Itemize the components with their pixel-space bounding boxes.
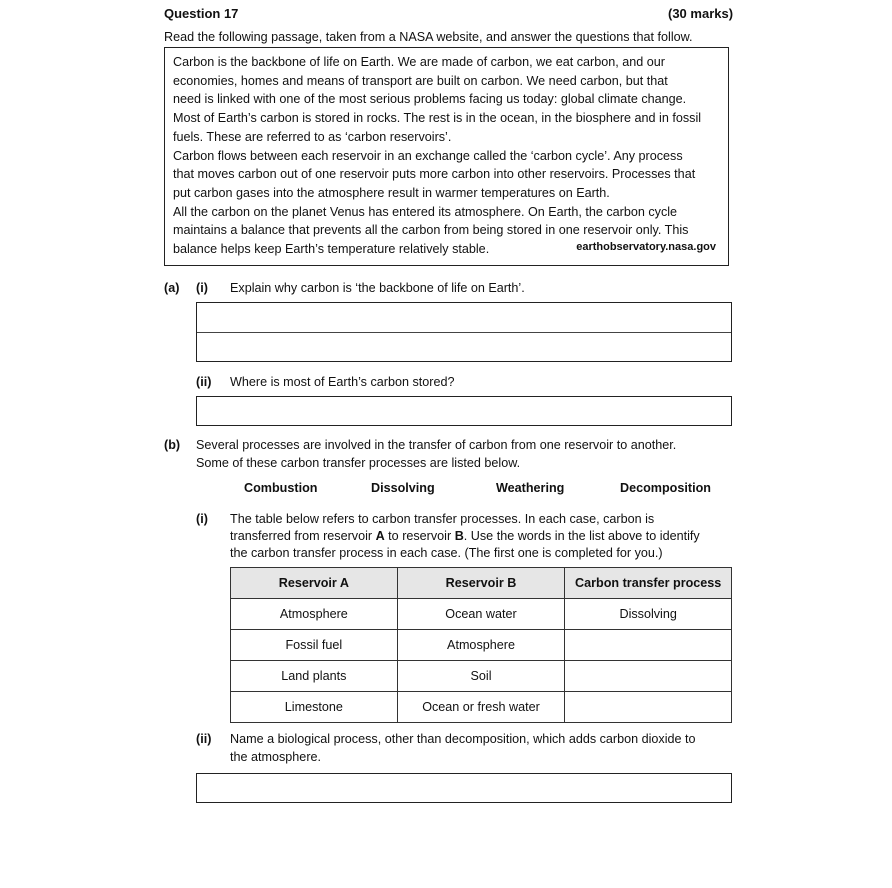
table-header: Reservoir B [397, 568, 565, 599]
passage-line: Most of Earth’s carbon is stored in rocks. The rest is in the ocean, in the biosphere and in fossil [173, 111, 702, 126]
table-cell: Ocean water [397, 599, 565, 630]
part-b-i-line: The table below refers to carbon transfer processes. In each case, carbon is [230, 512, 655, 526]
part-b-ii-line: the atmosphere. [230, 750, 322, 764]
reservoir-a-bold: A [375, 529, 385, 543]
passage-line: that moves carbon out of one reservoir puts more carbon into other reservoirs. Processes that [173, 167, 696, 182]
table-cell: Soil [397, 661, 565, 692]
passage-box [164, 47, 729, 266]
text-fragment: transferred from reservoir [230, 529, 376, 543]
process-word-weathering: Weathering [496, 481, 565, 495]
part-a-i-label: (i) [196, 281, 208, 295]
table-cell: Land plants [231, 661, 398, 692]
answer-box-a-ii[interactable] [196, 396, 732, 426]
part-b-i-line: the carbon transfer process in each case. (The first one is completed for you.) [230, 546, 663, 560]
table-header: Reservoir A [231, 568, 398, 599]
passage-line: All the carbon on the planet Venus has entered its atmosphere. On Earth, the carbon cycle [173, 204, 678, 219]
passage-line: need is linked with one of the most serious problems facing us today: global climate change. [173, 92, 687, 107]
reservoir-b-bold: B [454, 529, 464, 543]
passage-line: fuels. These are referred to as ‘carbon reservoirs’. [173, 129, 452, 144]
text-fragment: to reservoir [384, 529, 455, 543]
process-word-decomposition: Decomposition [620, 481, 711, 495]
table-cell: Ocean or fresh water [397, 692, 565, 723]
passage-line: Carbon flows between each reservoir in an exchange called the ‘carbon cycle’. Any process [173, 148, 683, 163]
intro-text: Read the following passage, taken from a NASA website, and answer the questions that follow. [164, 30, 693, 44]
part-b-ii-line: Name a biological process, other than decomposition, which adds carbon dioxide to [230, 732, 696, 746]
passage-line: balance helps keep Earth’s temperature relatively stable. [173, 242, 490, 257]
part-b-label: (b) [164, 438, 181, 452]
passage-line: economies, homes and means of transport are built on carbon. We need carbon, but that [173, 73, 668, 88]
answer-cell[interactable] [565, 661, 732, 692]
answer-cell[interactable] [565, 630, 732, 661]
passage-line: maintains a balance that prevents all the carbon from being stored in one reservoir only. This [173, 223, 689, 238]
process-word-dissolving: Dissolving [371, 481, 435, 495]
table-row [231, 630, 732, 661]
process-word-combustion: Combustion [244, 481, 318, 495]
answer-cell[interactable] [565, 692, 732, 723]
passage-line: Carbon is the backbone of life on Earth. We are made of carbon, we eat carbon, and our [173, 55, 665, 69]
part-b-i-label: (i) [196, 512, 208, 526]
table-cell: Atmosphere [231, 599, 398, 630]
part-a-i-text: Explain why carbon is ‘the backbone of life on Earth’. [230, 281, 525, 295]
table-cell: Fossil fuel [231, 630, 398, 661]
answer-line-divider [197, 332, 731, 333]
table-row [231, 599, 732, 630]
part-b-ii-label: (ii) [196, 732, 212, 746]
answer-box-b-ii[interactable] [196, 773, 732, 803]
table-header: Carbon transfer process [565, 568, 732, 599]
part-b-intro-line: Some of these carbon transfer processes are listed below. [196, 456, 521, 470]
table-row [231, 661, 732, 692]
part-b-intro-line: Several processes are involved in the transfer of carbon from one reservoir to another. [196, 438, 677, 452]
table-row [231, 692, 732, 723]
table-cell: Atmosphere [397, 630, 565, 661]
part-b-i-line [230, 528, 700, 546]
part-a-label: (a) [164, 281, 180, 295]
text-fragment: . Use the words in the list above to identify [463, 529, 700, 543]
question-title: Question 17 [164, 6, 239, 21]
table-header-row [231, 568, 732, 599]
table-cell: Limestone [231, 692, 398, 723]
passage-source: earthobservatory.nasa.gov [576, 241, 716, 254]
table-cell: Dissolving [565, 599, 732, 630]
part-a-ii-label: (ii) [196, 375, 212, 389]
part-a-ii-text: Where is most of Earth’s carbon stored? [230, 375, 455, 389]
question-marks: (30 marks) [668, 6, 734, 21]
carbon-transfer-table [230, 567, 732, 723]
passage-line: put carbon gases into the atmosphere result in warmer temperatures on Earth. [173, 185, 610, 200]
answer-box-a-i[interactable] [196, 302, 732, 362]
